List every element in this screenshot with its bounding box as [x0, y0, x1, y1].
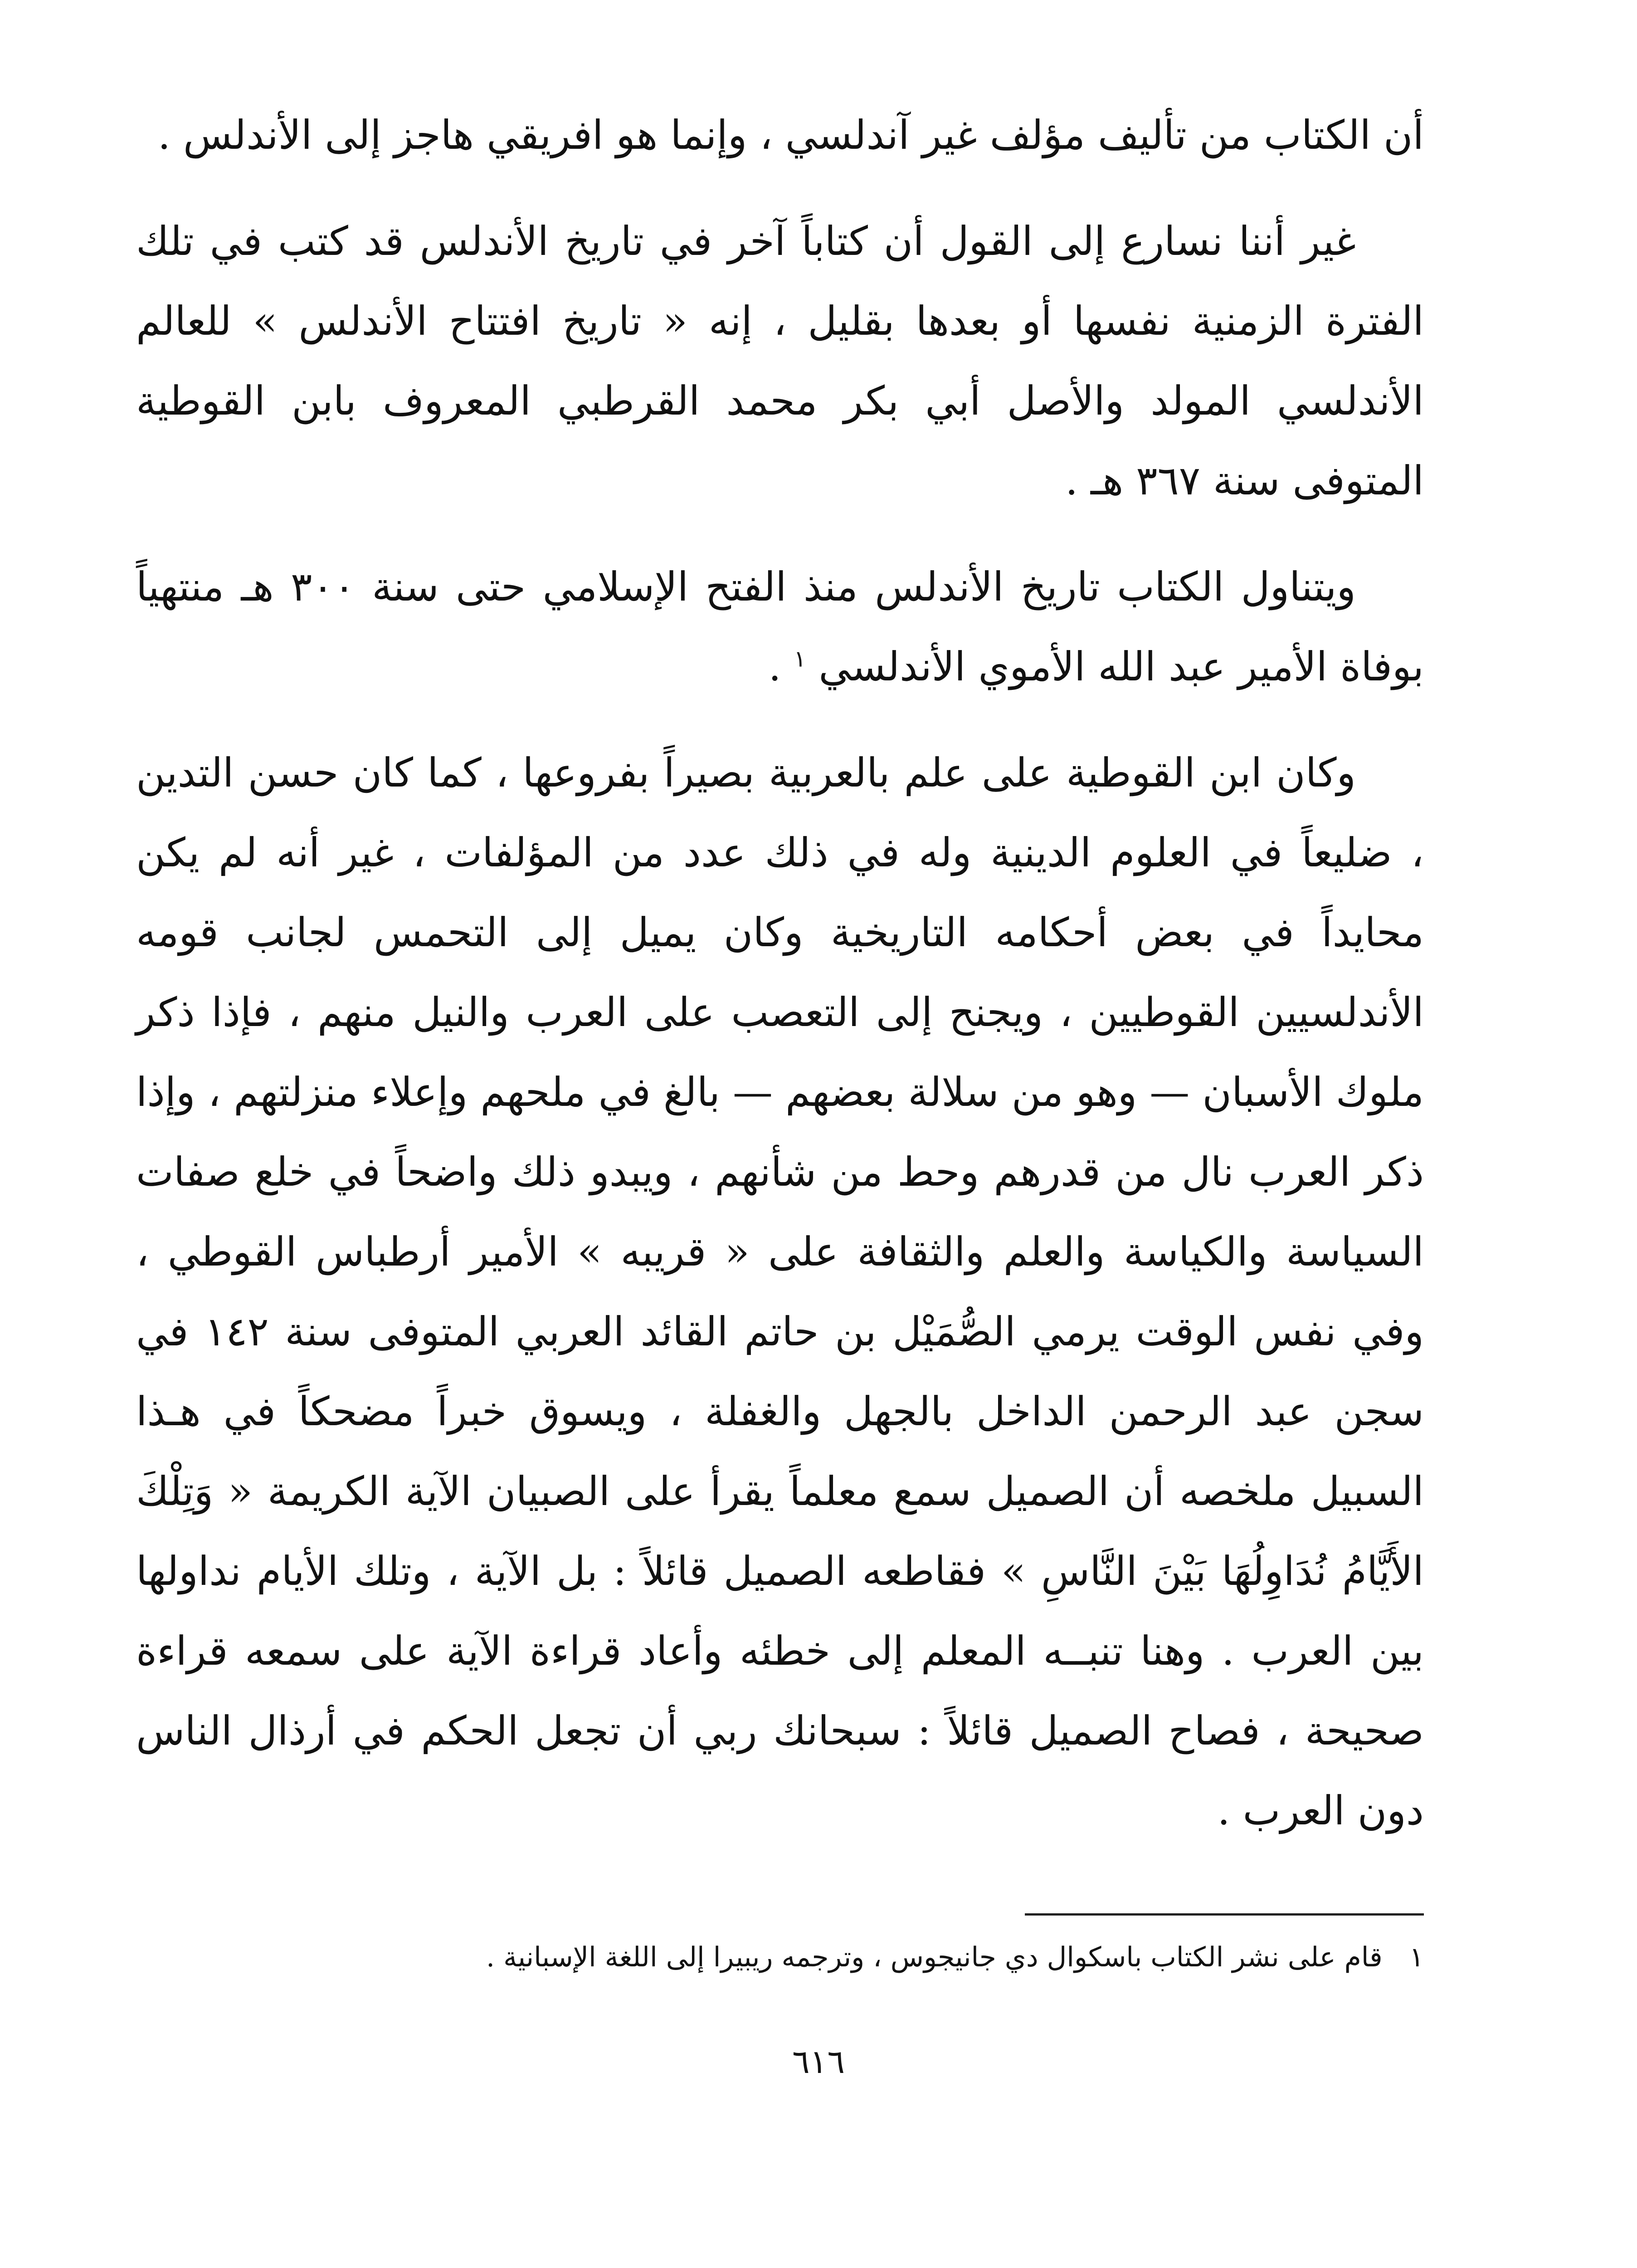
footnote-number: ١ — [1409, 1941, 1424, 1973]
main-text — [136, 95, 1424, 1877]
footnote-marker: ١ — [794, 645, 806, 672]
page-number: ٦١٦ — [792, 2043, 845, 2081]
paragraph-4-text: وكان ابن القوطية على علم بالعربية بصيراً بفروعها ، كما كان حسن التدين ، ضليعاً في العلوم الدينية وله في ذلك عدد من المؤلفات ، غير أنه لم يكن محايداً في بعض أحكامه التاريخية وكان يميل إلى التحمس لجانب قومه الأندلسيين القوطيين ، ويجنح إلى التعصب على العرب والنيل منهم ، فإذا ذكر ملوك الأسبان — وهو من سلالة بعضهم — بالغ في ملحهم وإعلاء منزلتهم ، وإذا ذكر العرب نال من قدرهم وحط من شأنهم ، ويبدو ذلك واضحاً في خلع صفات السياسة والكياسة والعلم والثقافة على « قريبه » الأمير أرطباس القوطي ، وفي نفس الوقت يرمي الصُّمَيْل بن حاتم القائد العربي المتوفى سنة ١٤٢ في سجن عبد الرحمن الداخل بالجهل والغفلة ، ويسوق خبراً مضحكاً في هـذا السبيل ملخصه أن الصميل سمع معلماً يقرأ على الصبيان الآية الكريمة « وَتِلْكَ الأَيَّامُ نُدَاوِلُهَا بَيْنَ النَّاسِ » فقاطعه الصميل قائلاً : بل الآية ، وتلك الأيام نداولها بين العرب . وهنا تنبــه المعلم إلى خطئه وأعاد قراءة الآية على سمعه قراءة صحيحة ، فصاح الصميل قائلاً : سبحانك ربي أن تجعل الحكم في أرذال الناس دون العرب . — [136, 749, 1424, 1834]
paragraph-2-text: غير أننا نسارع إلى القول أن كتاباً آخر في تاريخ الأندلس قد كتب في تلك الفترة الزمنية نفسها أو بعدها بقليل ، إنه « تاريخ افتتاح الأندلس » للعالم الأندلسي المولد والأصل أبي بكر محمد القرطبي المعروف بابن القوطية المتوفى سنة ٣٦٧ هـ . — [136, 218, 1424, 504]
paragraph-1-text: أن الكتاب من تأليف مؤلف غير آندلسي ، وإنما هو افريقي هاجز إلى الأندلس . — [158, 112, 1424, 158]
paragraph-1 — [136, 95, 1424, 175]
paragraph-3 — [136, 547, 1424, 707]
paragraph-4 — [136, 733, 1424, 1851]
footnote-text: قام على نشر الكتاب باسكوال دي جانيجوس ، وترجمه ريبيرا إلى اللغة الإسبانية . — [486, 1941, 1383, 1973]
footnote — [136, 1935, 1424, 1980]
footnote-divider — [1025, 1913, 1424, 1916]
paragraph-2 — [136, 201, 1424, 521]
paragraph-3-tail: . — [768, 643, 794, 690]
paragraph-3-text: ويتناول الكتاب تاريخ الأندلس منذ الفتح الإسلامي حتى سنة ٣٠٠ هـ منتهياً بوفاة الأمير عبد الله الأموي الأندلسي — [136, 563, 1424, 690]
